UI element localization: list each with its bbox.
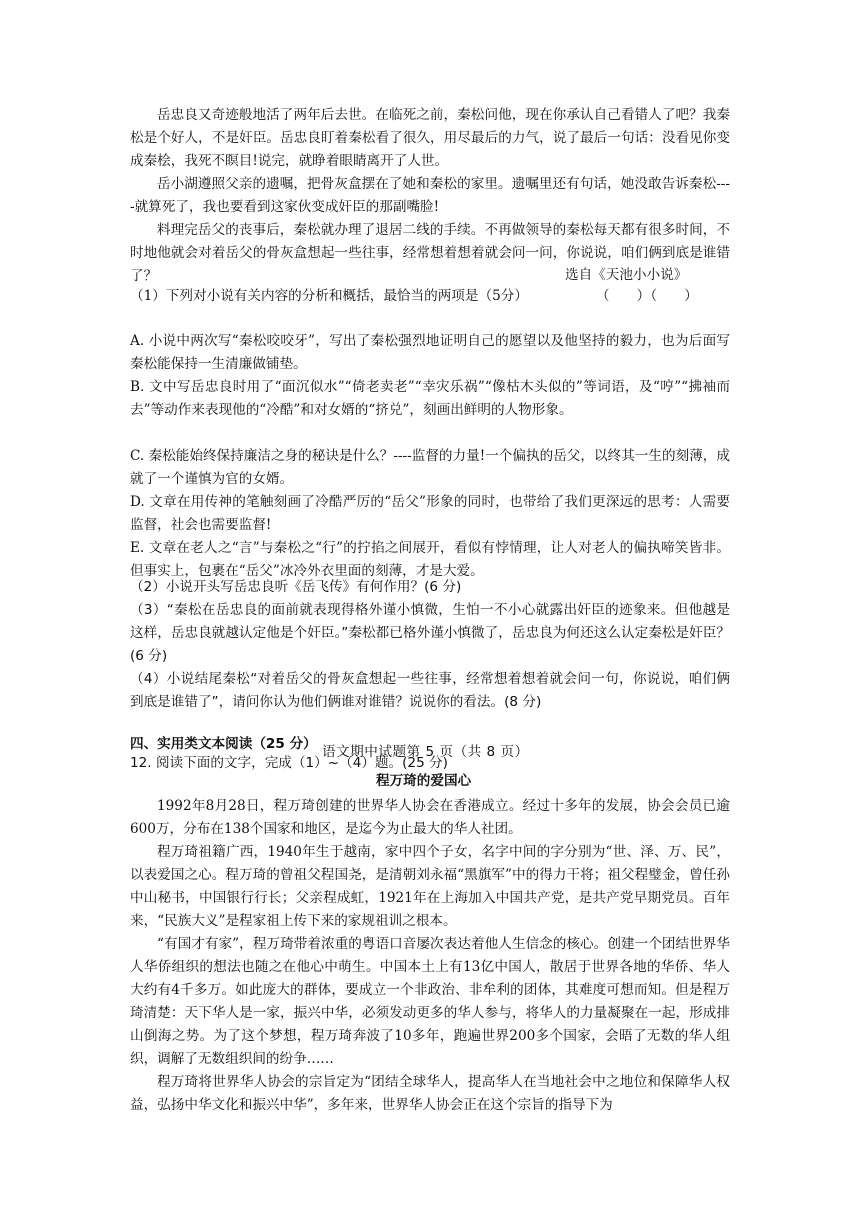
article-paragraph-2: 程万琦祖籍广西，1940年生于越南，家中四个子女，名字中间的字分别为“世、泽、万、民”，以表爱国之心。程万琦的曾祖父程国尧，是清朝刘永福“黑旗军”中的得力干将；祖父程璧金，曾任孙中山秘书，中国银行行长；父亲程成虹，1921年在上海加入中国共产党，是共产党早期党员。百年来，“民族大义”是程家祖上传下来的家规祖训之根本。 — [130, 844, 730, 929]
page-footer: 语文期中试题第 5 页（共 8 页） — [322, 744, 529, 760]
story-source: 选自《天池小小说》 — [565, 267, 688, 283]
article-paragraph-3: “有国才有家”，程万琦带着浓重的粤语口音屡次表达着他人生信念的核心。创建一个团结世界华人华侨组织的想法也随之在他心中萌生。中国本土上有13亿中国人，散居于世界各地的华侨、华人大约有4千多万。如此庞大的群体，要成立一个非政治、非牟利的团体，其难度可想而知。但是程万琦清楚：天下华人是一家，振兴中华，必须发动更多的华人参与，将华人的力量凝聚在一起，形成排山倒海之势。为了这个梦想，程万琦奔波了10多年，跑遍世界200多个国家，会晤了无数的华人组织，调解了无数组织间的纷争…… — [130, 936, 730, 1067]
option-d: D. 文章在用传神的笔触刻画了冷酷严厉的“岳父”形象的同时，也带给了我们更深远的思考：人需要监督，社会也需要监督! — [130, 494, 730, 533]
question-2: （2）小说开头写岳忠良听《岳飞传》有何作用？(6 分) — [130, 579, 462, 595]
question-3: （3）“秦松在岳忠良的面前就表现得格外谨小慎微，生怕一不小心就露出奸臣的迹象来。但他越是这样，岳忠良就越认定他是个奸臣。”秦松都已格外谨小慎微了，岳忠良为何还这么认定秦松是奸臣？(6 分) — [130, 602, 730, 664]
option-e: E. 文章在老人之“言”与秦松之“行”的拧掐之间展开，看似有悖情理，让人对老人的偏执啼笑皆非。但事实上，包裹在“岳父”冰冷外衣里面的刻薄，才是大爱。 — [130, 540, 730, 579]
question-4: （4）小说结尾秦松“对着岳父的骨灰盒想起一些往事，经常想着想着就会问一句，你说说，咱们俩到底是谁错了”，请问你认为他们俩谁对谁错？说说你的看法。(8 分) — [130, 671, 730, 710]
question-1: （1）下列对小说有关内容的分析和概括，最恰当的两项是（5分） （ ）（ ） — [130, 288, 698, 304]
question-12: 12. 阅读下面的文字，完成（1）~（4）题。(25 分) — [130, 755, 448, 771]
story-paragraph-3: 料理完岳父的丧事后，秦松就办理了退居二线的手续。不再做领导的秦松每天都有很多时间，不时地他就会对着岳父的骨灰盒想起一些往事，经常想着想着就会问一问，你说说，咱们俩到底是谁错了？ — [130, 222, 730, 284]
option-b: B. 文中写岳忠良时用了“面沉似水”“倚老卖老”“幸灾乐祸”“像枯木头似的”等词语，及“哼”“拂袖而去”等动作来表现他的“冷酷”和对女婿的“挤兑”，刻画出鲜明的人物形象。 — [130, 379, 730, 418]
story-paragraph-1: 岳忠良又奇迹般地活了两年后去世。在临死之前，秦松问他，现在你承认自己看错人了吧？我秦松是个好人，不是奸臣。岳忠良盯着秦松看了很久，用尽最后的力气，说了最后一句话：没看见你变成秦桧，我死不瞑目!说完，就睁着眼睛离开了人世。 — [130, 107, 730, 169]
section-heading: 四、实用类文本阅读（25 分） — [130, 736, 317, 752]
article-paragraph-1: 1992年8月28日，程万琦创建的世界华人协会在香港成立。经过十多年的发展，协会会员已逾600万，分布在138个国家和地区，是迄今为止最大的华人社团。 — [130, 798, 730, 837]
option-a: A. 小说中两次写“秦松咬咬牙”，写出了秦松强烈地证明自己的愿望以及他坚持的毅力，也为后面写秦松能保持一生清廉做铺垫。 — [130, 333, 730, 372]
story-paragraph-2: 岳小湖遵照父亲的遗嘱，把骨灰盒摆在了她和秦松的家里。遗嘱里还有句话，她没敢告诉秦松----就算死了，我也要看到这家伙变成奸臣的那副嘴脸! — [130, 176, 730, 215]
article-paragraph-4: 程万琦将世界华人协会的宗旨定为“团结全球华人，提高华人在当地社会中之地位和保障华人权益，弘扬中华文化和振兴中华”，多年来，世界华人协会正在这个宗旨的指导下为 — [130, 1074, 730, 1113]
option-c: C. 秦松能始终保持廉洁之身的秘诀是什么？----监督的力量!一个偏执的岳父，以终其一生的刻薄，成就了一个谨慎为官的女婿。 — [130, 448, 730, 487]
article-title: 程万琦的爱国心 — [376, 773, 472, 789]
